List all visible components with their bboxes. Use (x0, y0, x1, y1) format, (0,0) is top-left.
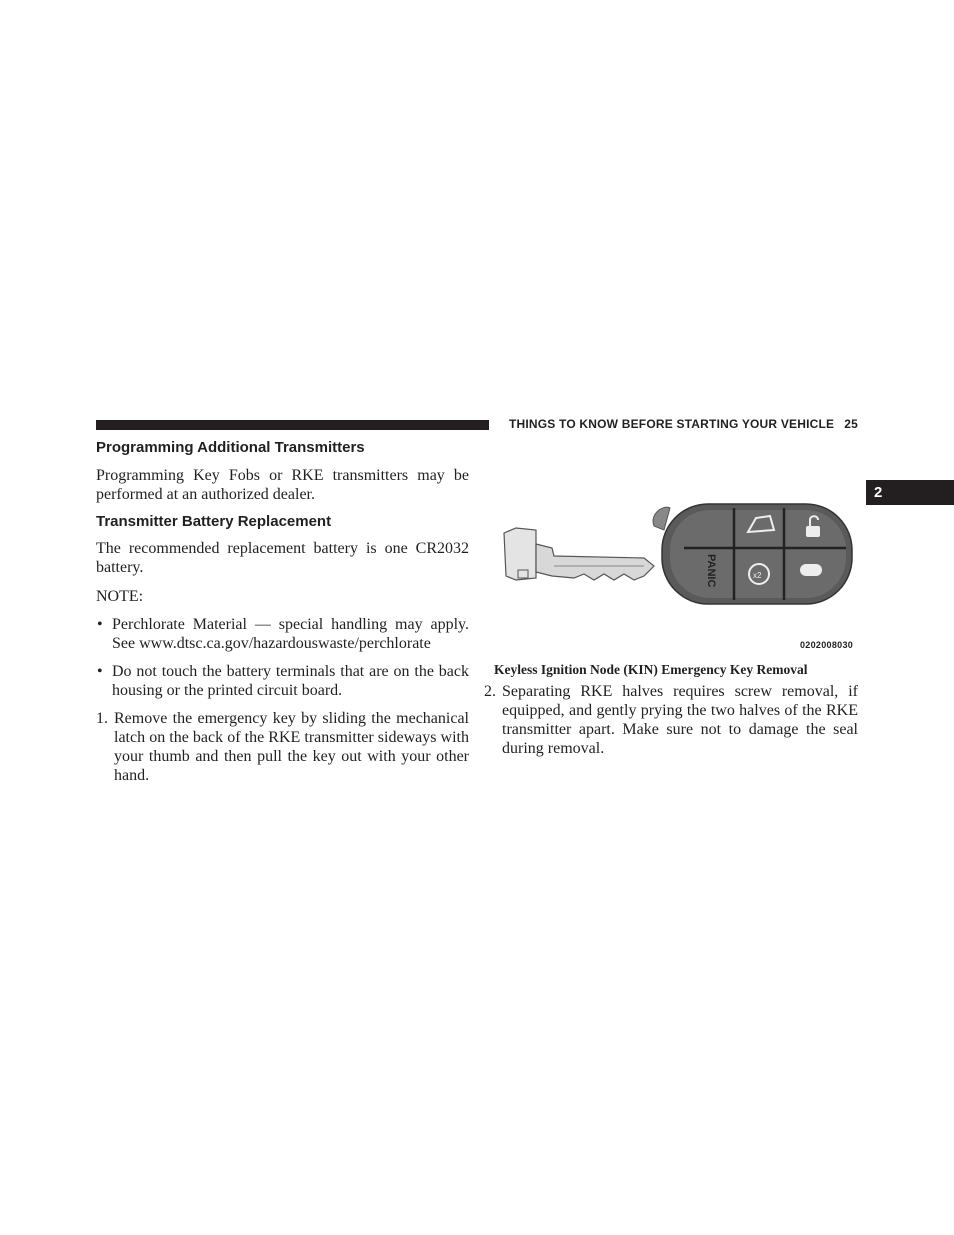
header-rule (96, 420, 489, 430)
bullet-item (96, 662, 469, 700)
step-number: 1. (96, 710, 108, 727)
key-fob-illustration (494, 496, 860, 656)
paragraph-programming: Programming Key Fobs or RKE transmitters may be performed at an authorized dealer. (96, 467, 469, 503)
chapter-tab: 2 (866, 480, 954, 505)
bullet-symbol: • (97, 616, 103, 633)
steps-list (96, 709, 469, 785)
step-number: 2. (484, 683, 496, 700)
bullet-item (96, 615, 469, 653)
page-number: 25 (844, 417, 858, 431)
remote-start-label: x2 (753, 571, 762, 580)
section-title: THINGS TO KNOW BEFORE STARTING YOUR VEHICLE (508, 417, 835, 431)
note-label: NOTE: (96, 588, 144, 605)
bullet-text: Perchlorate Material — special handling may apply. See www.dtsc.ca.gov/hazardouswaste/perchlorate (112, 616, 469, 652)
mechanical-key (504, 528, 654, 580)
bullet-text: Do not touch the battery terminals that are on the back housing or the printed circuit board. (112, 663, 469, 699)
panic-button (705, 554, 717, 587)
step-item (96, 709, 469, 785)
fob-body (653, 504, 852, 604)
paragraph-battery: The recommended replacement battery is one CR2032 battery. (96, 540, 469, 576)
heading-battery-replacement: Transmitter Battery Replacement (96, 513, 332, 530)
step-text: Separating RKE halves requires screw removal, if equipped, and gently prying the two halves of the RKE transmitter apart. Make sure not to damage the seal during removal. (502, 683, 858, 757)
figure-code: 0202008030 (800, 640, 854, 650)
steps-list-continued (484, 682, 858, 758)
left-column (96, 438, 469, 785)
step-text: Remove the emergency key by sliding the mechanical latch on the back of the RKE transmitter sideways with your thumb and then pull the key out with your other hand. (114, 710, 469, 784)
heading-programming: Programming Additional Transmitters (96, 439, 365, 456)
right-column (484, 682, 858, 758)
lock-icon (800, 564, 822, 576)
panic-label: PANIC (705, 554, 717, 588)
note-bullets (96, 615, 469, 700)
figure-caption: Keyless Ignition Node (KIN) Emergency Key Removal (494, 662, 808, 677)
step-item (484, 682, 858, 758)
running-header (509, 417, 858, 431)
bullet-symbol: • (97, 663, 103, 680)
